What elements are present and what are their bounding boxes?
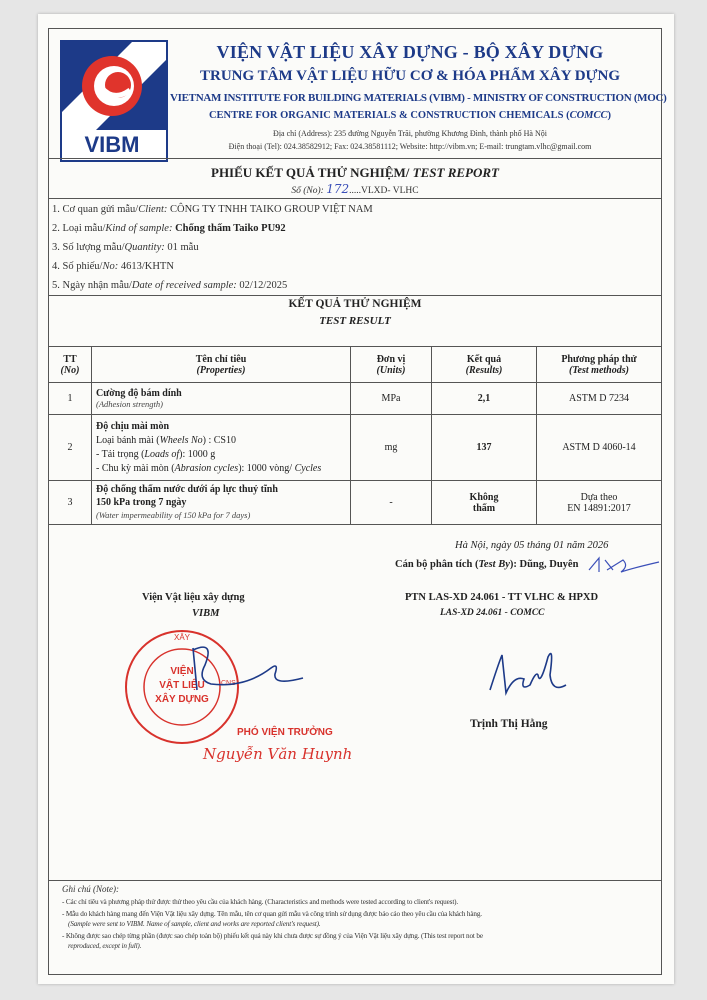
results-table (48, 346, 662, 525)
row2-unit: mg (351, 415, 432, 481)
report-title-en: TEST REPORT (412, 165, 499, 180)
stamp-line-3: XÂY DỰNG (155, 694, 209, 705)
info-number (52, 261, 174, 272)
centre-en-abbr: COMCC (569, 110, 608, 121)
results-title-en: TEST RESULT (319, 315, 391, 327)
right-lab: PTN LAS-XD 24.061 - TT VLHC & HPXD (405, 592, 599, 603)
row2-no: 2 (49, 415, 92, 481)
row2-result: 137 (432, 415, 537, 481)
note-3: - Không được sao chép từng phần (được sao chép toàn bộ) phiếu kết quả này khi chưa được sự đồng ý của Viện Vật liệu xây dựng. (This test report not be (62, 932, 483, 940)
left-org-en: VIBM (192, 608, 220, 619)
note-2: - Mẫu do khách hàng mang đến Viện Vật liệu xây dựng. Tên mẫu, tên cơ quan gửi mẫu và công trình sử dụng được báo cáo theo yêu cầu của khách hàng. (62, 910, 482, 918)
header-address: Địa chỉ (Address): 235 đường Nguyễn Trãi, phường Khương Đình, thành phố Hà Nội (273, 129, 547, 138)
logo-text: VIBM (84, 132, 140, 157)
info-kind (52, 223, 286, 234)
report-no-label: Số (No): (291, 186, 324, 196)
report-no-handwritten: 172 (326, 182, 350, 196)
deputy-title: PHÓ VIỆN TRƯỞNG (237, 727, 333, 738)
analyst-signature (585, 552, 663, 578)
row1-property: Cường độ bám dính (Adhesion strength) (92, 383, 351, 415)
row1-unit: MPa (351, 383, 432, 415)
row3-property: Độ chống thấm nước dưới áp lực thuỷ tĩnh 150 kPa trong 7 ngày (Water impermeability of 150 kPa for 7 days) (92, 481, 351, 525)
row1-no: 1 (49, 383, 92, 415)
col-units: Đơn vị (Units) (351, 347, 432, 383)
row2-method: ASTM D 4060-14 (537, 415, 662, 481)
report-number (48, 182, 662, 196)
notes-title: Ghi chú (Note): (62, 884, 119, 894)
info-client (52, 204, 373, 215)
kind-label-en: Kind of sample: (105, 223, 173, 234)
kind-value: Chống thấm Taiko PU92 (175, 223, 286, 234)
divider (48, 295, 662, 296)
header-phone: Điện thoại (Tel): 024.38582912; Fax: 024.38581112; Website: http://vibm.vn; E-mail: trungtam.vlhc@gmail.com (228, 142, 592, 151)
stamp-side-text: CNS (221, 680, 236, 687)
divider (48, 880, 662, 881)
results-title: KẾT QUẢ THỬ NGHIỆM (288, 298, 422, 310)
stamp-line-2: VẬT LIỆU (159, 680, 205, 691)
report-title (48, 165, 662, 181)
table-row (49, 383, 662, 415)
number-label-en: No: (102, 261, 119, 272)
col-methods: Phương pháp thử (Test methods) (537, 347, 662, 383)
place-date: Hà Nội, ngày 05 tháng 01 năm 2026 (455, 540, 609, 551)
stamp-top-text: XÂY (173, 633, 190, 642)
client-value: CÔNG TY TNHH TAIKO GROUP VIỆT NAM (170, 204, 373, 215)
stamp-line-1: VIỆN (170, 666, 194, 677)
row3-unit: - (351, 481, 432, 525)
qty-label: 3. Số lượng mẫu/ (52, 242, 125, 253)
row2-property: Độ chịu mài mòn Loại bánh mài (Wheels No) : CS10 - Tải trọng (Loads of): 1000 g - Chu kỳ mài mòn (Abrasion cycles): 1000 vòng/ Cycles (92, 415, 351, 481)
table-row (49, 415, 662, 481)
number-label: 4. Số phiếu/ (52, 261, 103, 272)
col-tt: TT (No) (49, 347, 92, 383)
row1-method: ASTM D 7234 (537, 383, 662, 415)
divider (48, 198, 662, 199)
note-1: - Các chỉ tiêu và phương pháp thử được thử theo yêu cầu của khách hàng. (Characteristics and methods were tested according to client's request). (62, 898, 459, 906)
number-value: 4613/KHTN (120, 261, 174, 272)
analyst-line: Cán bộ phân tích (Test By): Dũng, Duyên (395, 559, 579, 570)
header-institute-en: VIETNAM INSTITUTE FOR BUILDING MATERIALS (VIBM) - MINISTRY OF CONSTRUCTION (MOC) (170, 92, 667, 104)
note-2b: (Sample were sent to VIBM. Name of sample, client and works are reported client's request). (68, 920, 321, 928)
date-label: 5. Ngày nhận mẫu/ (52, 280, 132, 291)
right-signer: Trịnh Thị Hằng (470, 718, 548, 730)
client-label: 1. Cơ quan gửi mẫu/ (52, 204, 139, 215)
report-title-vn: PHIẾU KẾT QUẢ THỬ NGHIỆM/ (211, 165, 413, 180)
header-institute: VIỆN VẬT LIỆU XÂY DỰNG - BỘ XÂY DỰNG (216, 42, 604, 62)
table-row (49, 481, 662, 525)
right-lab-sub: LAS-XD 24.061 - COMCC (440, 608, 545, 618)
table-header-row (49, 347, 662, 383)
centre-en-main: CENTRE FOR ORGANIC MATERIALS & CONSTRUCTION CHEMICALS ( (208, 110, 570, 121)
info-date (52, 280, 287, 291)
info-quantity (52, 242, 199, 253)
divider (48, 158, 662, 159)
kind-label: 2. Loại mẫu/ (52, 223, 106, 234)
row3-no: 3 (49, 481, 92, 525)
note-3b: reproduced, except in full). (68, 942, 142, 950)
vibm-logo (60, 40, 168, 162)
left-org: Viện Vật liệu xây dựng (142, 592, 245, 603)
row1-result: 2,1 (432, 383, 537, 415)
row3-result: Không thấm (432, 481, 537, 525)
centre-en-close: ) (607, 110, 612, 121)
deputy-name: Nguyễn Văn Huynh (203, 745, 353, 763)
right-signature (480, 645, 570, 705)
col-results: Kết quả (Results) (432, 347, 537, 383)
row3-method: Dựa theo EN 14891:2017 (537, 481, 662, 525)
header-centre-en (170, 110, 650, 121)
header-centre: TRUNG TÂM VẬT LIỆU HỮU CƠ & HÓA PHẨM XÂY DỰNG (199, 68, 620, 84)
date-label-en: Date of received sample: (131, 280, 237, 291)
date-value: 02/12/2025 (239, 280, 288, 291)
report-no-suffix: .....VLXD- VLHC (349, 186, 419, 196)
client-label-en: Client: (138, 204, 168, 215)
col-properties: Tên chỉ tiêu (Properties) (92, 347, 351, 383)
director-signature (175, 640, 310, 700)
qty-value: 01 mẫu (167, 242, 199, 253)
qty-label-en: Quantity: (124, 242, 165, 253)
